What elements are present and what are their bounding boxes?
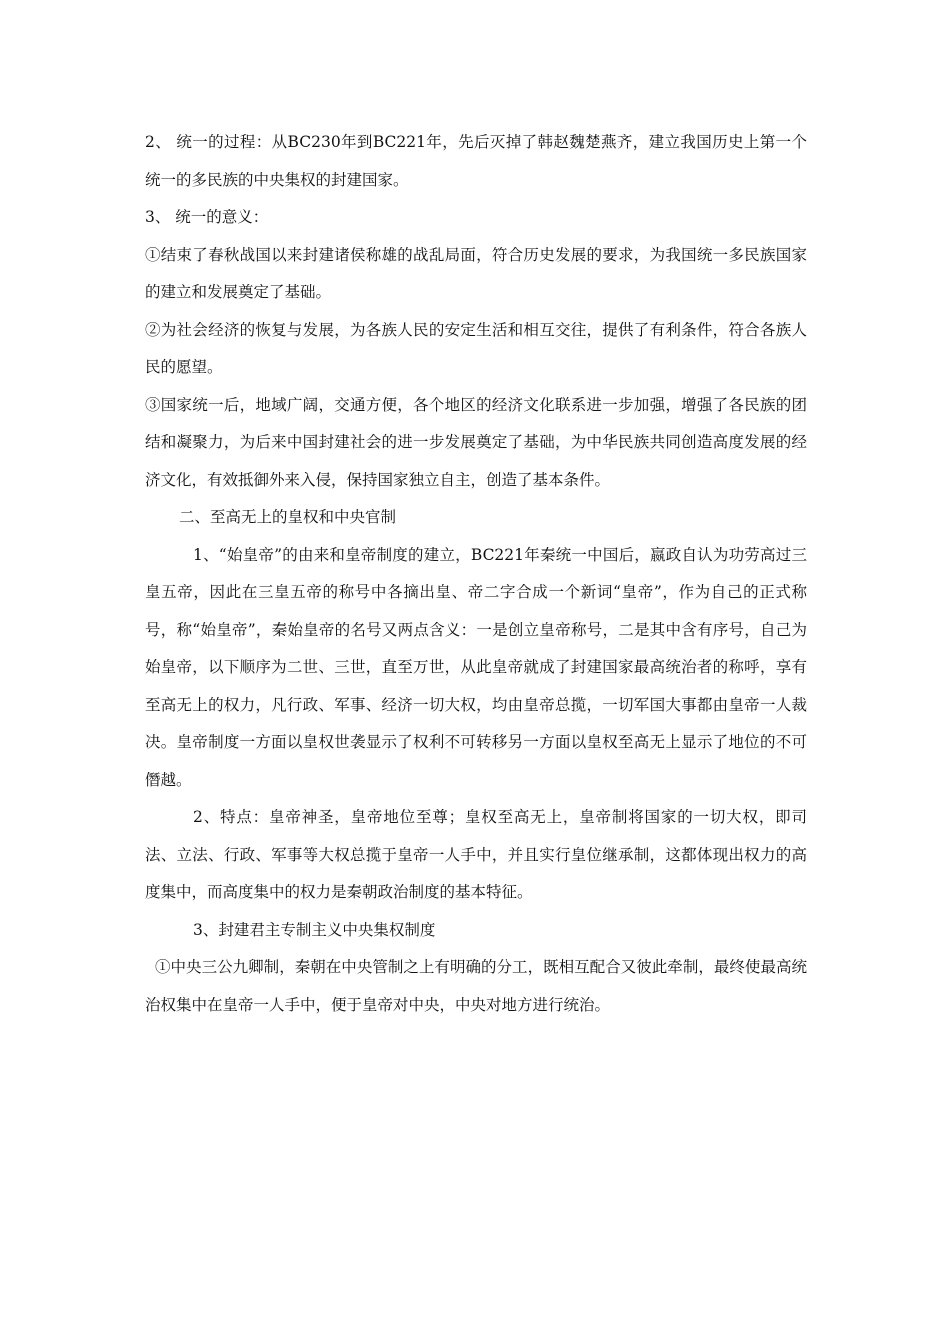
paragraph-emperor-characteristics: 2、特点：皇帝神圣，皇帝地位至尊；皇权至高无上，皇帝制将国家的一切大权，即司法、立法、行政、军事等大权总揽于皇帝一人手中，并且实行皇位继承制，这都体现出权力的高度集中，而高度集中的权力是秦朝政治制度的基本特征。 <box>145 808 807 901</box>
paragraph-emperor-title-origin: 1、“始皇帝”的由来和皇帝制度的建立，BC221年秦统一中国后，嬴政自认为功劳高过三皇五帝，因此在三皇五帝的称号中各摘出皇、帝二字合成一个新词“皇帝”，作为自己的正式称号，称“始皇帝”，秦始皇帝的名号又两点含义：一是创立皇帝称号，二是其中含有序号，自己为始皇帝，以下顺序为二世、三世，直至万世，从此皇帝就成了封建国家最高统治者的称呼，享有至高无上的权力，凡行政、军事、经济一切大权，均由皇帝总揽，一切军国大事都由皇帝一人裁决。皇帝制度一方面以皇权世袭显示了权利不可转移另一方面以皇权至高无上显示了地位的不可僭越。 <box>145 545 807 789</box>
paragraph-significance-point-3: ③国家统一后，地域广阔，交通方便，各个地区的经济文化联系进一步加强，增强了各民族的团结和凝聚力，为后来中国封建社会的进一步发展奠定了基础，为中华民族共同创造高度发展的经济文化，有效抵御外来入侵，保持国家独立自主，创造了基本条件。 <box>145 395 807 489</box>
document-body <box>145 124 807 1024</box>
paragraph-centralized-system-heading: 3、封建君主专制主义中央集权制度 <box>193 920 436 939</box>
paragraph-three-lords-nine-ministers: ①中央三公九卿制，秦朝在中央管制之上有明确的分工，既相互配合又彼此牵制，最终使最高统治权集中在皇帝一人手中，便于皇帝对中央，中央对地方进行统治。 <box>145 958 807 1014</box>
paragraph-significance-point-2: ②为社会经济的恢复与发展，为各族人民的安定生活和相互交往，提供了有利条件，符合各族人民的愿望。 <box>145 320 807 376</box>
section-heading-imperial-power: 二、至高无上的皇权和中央官制 <box>179 508 397 526</box>
paragraph-significance-point-1: ①结束了春秋战国以来封建诸侯称雄的战乱局面，符合历史发展的要求，为我国统一多民族国家的建立和发展奠定了基础。 <box>145 245 807 301</box>
paragraph-unification-significance-heading: 3、 统一的意义： <box>145 208 269 226</box>
paragraph-unification-process: 2、 统一的过程：从BC230年到BC221年，先后灭掉了韩赵魏楚燕齐，建立我国历史上第一个统一的多民族的中央集权的封建国家。 <box>145 133 807 189</box>
